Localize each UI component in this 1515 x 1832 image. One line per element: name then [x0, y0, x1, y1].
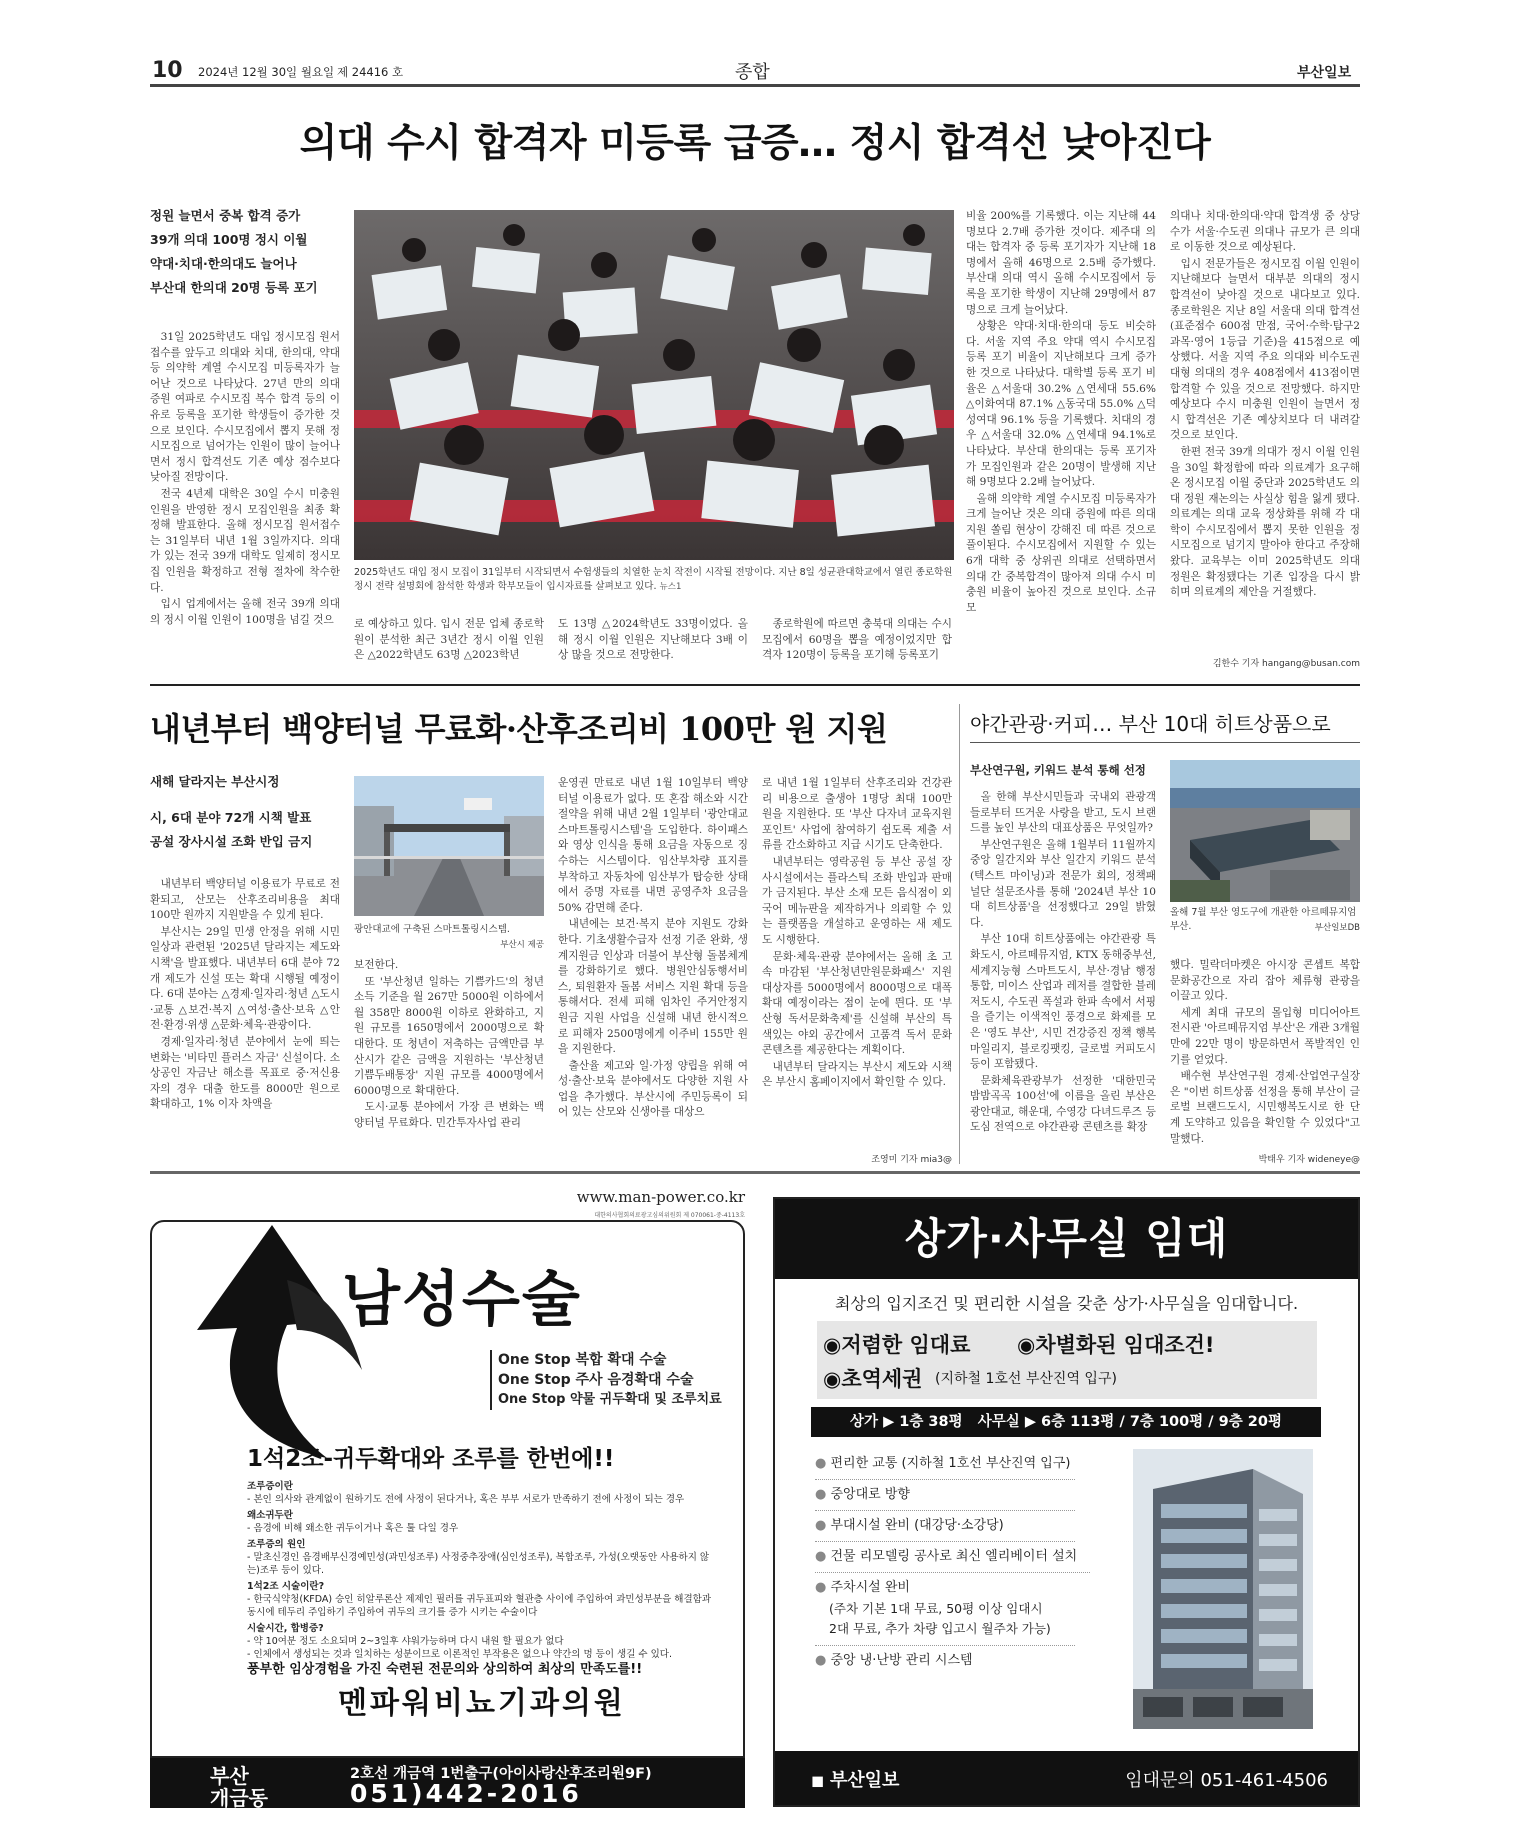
paragraph: 부산 10대 히트상품에는 야간관광 특화도시, 아르떼뮤지엄, KTX 동해중부선, 세계지능형 스마트도시, 부산·경남 행정통합, 미이스 산업과 레저를 결합한 블레저도시, 수도권 폭설과 한파 속에서 서핑을 즐기는 이색적인 풍경으로 화제를 모은 '영도 부산', 시민 건강증진 정책 행복마일리지, 블로킹팻킹, 글로벌 커피도시 등이 포함됐다. [970, 933, 1156, 1071]
paragraph: 도시·교통 분야에서 가장 큰 변화는 백양터널 무료화다. 민간투자사업 관리 [354, 1101, 544, 1129]
section-title: 종합 [735, 62, 770, 83]
paragraph: 또 '부산청년 일하는 기쁨카드'의 청년 소득 기준을 월 267만 5000원 이하에서 월 358만 8000원 이하로 완화하고, 지원 규모를 1650명에서 2000명으로 확대한다. 또 청년이 저축하는 금액만큼 부산시가 같은 금액을 지원하는 '부산청년 기쁨두배통장' 지원 규모를 4000명에서 6000명으로 확대한다. [354, 975, 544, 1097]
subhead: 새해 달라지는 부산시정 [150, 774, 280, 789]
subhead: 정원 늘면서 중복 합격 증가 [150, 208, 301, 223]
article1-subheads [150, 204, 340, 300]
ad-right-size-bar [811, 1407, 1321, 1437]
parking-note: 2대 무료, 추가 차량 입고시 월주차 가능) [815, 1619, 1075, 1646]
ad-right-contact[interactable]: 임대문의 051-461-4506 [1125, 1770, 1328, 1791]
paragraph: 내년부터는 영락공원 등 부산 공설 장사시설에서는 플라스틱 조화 반입과 판매가 금지된다. 부산 소재 모든 음식점이 외국어 메뉴판을 제작하거나 의뢰할 수 있는 플랫폼을 개설하고 운영하는 새 제도도 시행한다. [762, 855, 952, 946]
paragraph: 출산율 제고와 일·가정 양립을 위해 여성·출산·보육 분야에서도 다양한 지원 사업을 추가했다. 부산시에 주민등록이 되어 있는 산모와 신생아를 대상으 [558, 1059, 748, 1119]
qa-question: 1석2조 시술이란? [247, 1581, 325, 1592]
highlight-station-note: (지하철 1호선 부산진역 입구) [935, 1371, 1117, 1387]
section-rule-1 [150, 684, 1360, 686]
article1-col3 [558, 617, 748, 667]
masthead-rule [150, 84, 1360, 87]
article3-subhead: 부산연구원, 키워드 분석 통해 선정 [970, 763, 1146, 777]
article1-col5 [966, 209, 1156, 669]
paragraph: 세계 최대 규모의 몰입형 미디어아트 전시관 '아르떼뮤지엄 부산'은 개관 3개월 만에 22만 명이 방문하면서 폭발적인 인기를 얻었다. [1170, 1006, 1360, 1066]
feature-text: 주차시설 완비 [830, 1580, 910, 1595]
paragraph: 종로학원에 따르면 충북대 의대는 수시모집에서 60명을 뽑을 예정이었지만 합격자 120명이 등록을 포기해 등록포기 [762, 618, 952, 662]
ad-left-services [490, 1350, 722, 1410]
parking-note: (주차 기본 1대 무료, 50평 이상 임대시 [829, 1601, 1043, 1616]
paragraph: 부산시는 29일 민생 안정을 위해 시민 일상과 관련된 '2025년 달라지는 제도와 시책'을 발표했다. 내년부터 6대 분야 72개 제도가 신설 또는 확대 시행될 예정이다. 6대 분야는 △경제·일자리·청년 △도시·교통 △보건·복지 △여성·출산·보육 △안전·환경·위생 △문화·체육·관광이다. [150, 925, 340, 1032]
feature-item [815, 1480, 1075, 1511]
paragraph: 입시 업계에서는 올해 전국 39개 의대의 정시 이월 인원이 100명을 넘길 것으 [150, 598, 340, 626]
article2-col3 [558, 776, 748, 1165]
subhead: 39개 의대 100명 정시 이월 [150, 232, 308, 247]
paragraph: 입시 전문가들은 정시모집 이월 인원이 지난해보다 늘면서 대부분 의대의 정시 합격선이 낮아질 것으로 내다보고 있다. 종로학원은 지난 8일 서울대 의대 합격선(표준점수 600점 만점, 국어·수학·탐구2과목·영어 1등급 기준)을 415점으로 예상했다. 서울 지역 주요 의대와 비수도권 대형 의대의 경우 408점에서 413점이면 합격할 수 있을 것으로 전망했다. 하지만 예상보다 수시 미충원 인원이 늘면서 정시 합격선은 기존 예상치보다 더 내려갈 것으로 보인다. [1170, 257, 1360, 442]
brush-stroke-icon [177, 1220, 367, 1460]
caption-text: 2025학년도 대입 정시 모집이 31일부터 시작되면서 수험생들의 치열한 눈치 작전이 시작될 전망이다. 지난 8일 성균관대학교에서 열린 종로학원 정시 전략 설명회에 참석한 학생과 학부모들이 입시자료를 살펴보고 있다. [354, 567, 953, 592]
section-rule-2 [150, 1171, 1360, 1174]
article3-col2 [1170, 958, 1360, 1148]
ad-right-title-bar [775, 1199, 1358, 1279]
article3-headline: 야간관광·커피… 부산 10대 히트상품으로 [970, 712, 1331, 736]
ad-left-footer [150, 1758, 745, 1808]
article2-photo-caption: 광안대교에 구축된 스마트톨링시스템. [354, 924, 510, 935]
qa-question: 왜소귀두란 [247, 1510, 293, 1521]
article2-col2 [354, 958, 544, 1165]
qa-answer: - 본인 의사와 관계없이 원하기도 전에 사정이 된다거나, 혹은 부부 서로가 만족하기 전에 사정이 되는 경우 [247, 1494, 685, 1505]
ad-right-features [815, 1449, 1078, 1676]
ad-left-location-1: 부산 [210, 1764, 249, 1788]
article2-photo [354, 776, 544, 916]
paragraph: 배수현 부산연구원 경제·산업연구실장은 "이번 히트상품 선정을 통해 부산이 글로벌 브랜드도시, 시민행복도시로 한 단계 도약하고 있음을 확인할 수 있었다"고 말했다. [1170, 1070, 1360, 1145]
logo-text: 부산일보 [829, 1770, 900, 1791]
ad-right-title: 상가·사무실 임대 [904, 1214, 1229, 1263]
paragraph: 올 한해 부산시민들과 국내외 관광객들로부터 뜨거운 사랑을 받고, 도시 브랜드를 높인 부산의 대표상품은 무엇일까? [970, 791, 1156, 835]
ad-left-clinic: 멘파워비뇨기과의원 [338, 1686, 626, 1721]
subhead: 공설 장사시설 조화 반입 금지 [150, 834, 313, 849]
article1-photo [354, 210, 954, 560]
ad-right-footer [775, 1751, 1358, 1805]
feature-text: 편리한 교통 (지하철 1호선 부산진역 입구) [830, 1456, 1071, 1471]
subhead: 약대·치대·한의대도 늘어나 [150, 256, 297, 271]
qa-answer: - 음경에 비해 왜소한 귀두이거나 혹은 툴 다일 경우 [247, 1523, 459, 1534]
highlight-low-rent: ◉저렴한 임대료 [823, 1333, 971, 1357]
building-image [1133, 1449, 1313, 1729]
article3-byline: 박태우 기자 wideneye@ [1258, 1155, 1360, 1165]
paragraph: 문화체육관광부가 선정한 '대한민국 밤밤곡곡 100선'에 이름을 올린 부산은 광안대교, 해운대, 수영강 다녀드루즈 등 도심 전역으로 야간관광 콘텐츠를 확장 [970, 1074, 1156, 1134]
bullet-icon: ● [815, 1456, 831, 1471]
office-building-image [1133, 1449, 1313, 1729]
qa-question: 시술시간, 합병증? [247, 1623, 324, 1634]
feature-item [815, 1542, 1090, 1573]
qa-question: 조루증이란 [247, 1481, 293, 1492]
article3-photo [1170, 760, 1360, 902]
feature-text: 부대시설 완비 (대강당·소강당) [830, 1518, 1004, 1533]
article3-photo-credit: 부산일보DB [1314, 923, 1360, 933]
paragraph: 의대나 치대·한의대·약대 합격생 중 상당수가 서울·수도권 의대나 규모가 큰 의대로 이동한 것으로 예상된다. [1170, 210, 1360, 254]
page-number: 10 [152, 58, 183, 83]
ad-left-location-2: 개금동 [210, 1786, 268, 1810]
highlight-conditions: ◉차별화된 임대조건! [1017, 1333, 1215, 1357]
busan-ilbo-logo [811, 1766, 899, 1792]
logo-mark-icon: ◼ [811, 1771, 830, 1790]
feature-item [815, 1511, 1075, 1542]
paragraph: 문화·체육·관광 분야에서는 올해 초 고속 마감된 '부산청년만원문화패스' 지원 대상자를 5000명에서 8000명으로 대폭 확대 예정이라는 점이 눈에 띈다. 또 '부산형 독서문화축제'를 신설해 부산의 특색있는 야외 공간에서 고품격 독서 문화 콘텐츠를 제공한다는 계획이다. [762, 950, 952, 1057]
bullet-icon: ● [815, 1653, 831, 1668]
photo-credit: 뉴스1 [659, 582, 682, 592]
paragraph: 운영권 만료로 내년 1월 10일부터 백양터널 이용료가 없다. 또 혼잡 해소와 시간 절약을 위해 내년 2월 1일부터 '광안대교 스마트톨링시스템'을 도입한다. 하이패스와 영상 인식을 통해 요금을 자동으로 징수하는 시스템이다. 임산부차량 표지를 부착하고 자동차에 임산부가 탑승한 상태에서 증명 자료를 내면 공영주차 요금을 50% 감면해 준다. [558, 777, 748, 914]
exam-hall-crowd-image [354, 210, 954, 560]
article2-subheads [150, 770, 340, 854]
paragraph: 내년에는 보건·복지 분야 지원도 강화한다. 기초생활수급자 선정 기준 완화, 생계지원금 인상과 더불어 부산형 돌봄체계를 강화하기로 했다. 병원안심동행서비스, 퇴원환자 돌봄 서비스 지원 확대 등을 통해서다. 전세 피해 임차인 주거안정지원금 지원 사업을 신설해 내년 한시적으로 피해자 2500명에게 이주비 155만 원을 지원한다. [558, 918, 748, 1056]
ad-left-phone[interactable]: 051)442-2016 [350, 1779, 582, 1808]
article3-photo-caption: 올해 7월 부산 영도구에 개관한 아르떼뮤지엄 부산. [1170, 907, 1357, 932]
article1-byline: 김한수 기자 hangang@busan.com [1212, 659, 1360, 669]
qa-answer: - 말초신경인 음경배부신경예민성(과민성조루) 사정중추장애(심인성조루), 복합조루, 가성(오랫동안 사용하지 않는)조루 등이 있다. [247, 1552, 710, 1576]
article1-photo-caption [354, 566, 954, 594]
paragraph: 올해 의약학 계열 수시모집 미등록자가 크게 늘어난 것은 의대 증원에 따른 의대 지원 쏠림 현상이 강해진 데 따른 것으로 풀이된다. 수시모집에서 지원할 수 있는 6개 대학 중 상위권 의대로 선택하면서 의대 간 중복합격이 많아져 의대 수시 미충원 비율이 높아진 것으로 보인다. 소규모 [966, 492, 1156, 614]
subhead: 시, 6대 분야 72개 시책 발표 [150, 810, 312, 825]
bullet-icon: ● [815, 1487, 831, 1502]
issue-date: 2024년 12월 30일 월요일 [198, 65, 335, 79]
ad-left-address: 2호선 개금역 1번출구(아이사랑산후조리원9F) [350, 1766, 652, 1782]
service-item: One Stop 주사 음경확대 수술 [498, 1372, 694, 1388]
article2-photo-credit: 부산시 제공 [500, 940, 544, 950]
qa-answer: - 약 10여분 정도 소요되며 2~3일후 샤워가능하며 다시 내원 할 필요가 없다 - 인체에서 생성되는 것과 일치하는 성분이므로 이론적인 부작용은 없으나 약간의 멍 등이 생길 수 있다. [247, 1636, 672, 1660]
paragraph: 비율 200%를 기록했다. 이는 지난해 44명보다 2.7배 증가한 것이다. 제주대 의대는 합격자 중 등록 포기자가 지난해 18명에서 올해 46명으로 2.5배 증가했다. 부산대 의대 역시 올해 수시모집에서 등록을 포기한 학생이 지난해 29명에서 87명으로 크게 늘어났다. [966, 210, 1156, 316]
qa-question: 조루증의 원인 [247, 1539, 306, 1550]
paragraph: 내년부터 백양터널 이용료가 무료로 전환되고, 산모는 산후조리비용을 최대 100만 원까지 지원받을 수 있게 된다. [150, 878, 340, 922]
article1-headline: 의대 수시 합격자 미등록 급증… 정시 합격선 낮아진다 [299, 121, 1211, 166]
service-item: One Stop 복합 확대 수술 [498, 1352, 667, 1368]
article2-headline: 내년부터 백양터널 무료화·산후조리비 100만 원 지원 [150, 710, 888, 748]
article3-col1 [970, 790, 1156, 1165]
paragraph: 상황은 약대·치대·한의대 등도 비슷하다. 서울 지역 주요 약대 역시 수시모집 등록 포기 비율이 지난해보다 크게 증가한 것으로 나타났다. 대학별 등록 포기 비율은 △서울대 30.2% △연세대 55.6% △이화여대 87.1% △동국대 55.0% △덕성여대 96.1% 등을 기록했다. 치대의 경우 △서울대 32.0% △연세대 94.1%로 나타났다. 부산대 한의대는 등록 포기자가 모집인원과 같은 20명이 발생해 지난해 9명보다 2.2배 늘어났다. [966, 320, 1156, 489]
bullet-icon: ● [815, 1518, 831, 1533]
feature-text: 중앙 냉·난방 관리 시스템 [830, 1653, 973, 1668]
size-bar-text: 상가 ▶ 1층 38평 사무실 ▶ 6층 113평 / 7층 100평 / 9층 20평 [850, 1414, 1282, 1430]
paragraph: 보전한다. [354, 959, 399, 971]
ad-left-tagline: 풍부한 임상경험을 가진 숙련된 전문의와 상의하여 최상의 만족도를!! [247, 1662, 643, 1677]
feature-text: 중앙대로 방향 [830, 1487, 910, 1502]
article1-col2 [354, 617, 544, 667]
ad-left-url[interactable]: www.man-power.co.kr [576, 1188, 745, 1206]
highlight-station: ◉초역세권 [823, 1367, 923, 1391]
paragraph: 부산연구원은 올해 1월부터 11월까지 중앙 일간지와 부산 일간지 키워드 분석(텍스트 마이닝)과 전문가 회의, 정책패널단 설문조사를 통해 '2024년 부산 10대 히트상품'을 선정했다고 29일 밝혔다. [970, 838, 1156, 929]
paragraph: 한편 전국 39개 의대가 정시 이월 인원을 30일 확정함에 따라 의료계가 요구해 온 정시모집 이월 중단과 2025학년도 의대 정원 재논의는 사실상 힘을 잃게 됐다. 의료계는 의대 교육 정상화를 위해 각 대학이 수시모집에서 뽑지 못한 인원을 정시모집으로 넘기지 말아야 한다고 주장해 왔다. 교육부는 이미 2025학년도 의대 정원은 확정됐다는 기존 입장을 다시 밝히며 의료계의 제안을 거절했다. [1170, 445, 1360, 599]
feature-item [815, 1573, 1075, 1599]
qa-answer: - 한국식약청(KFDA) 승인 히알루론산 제제인 필러를 귀두표피와 혈관층 사이에 주입하여 과민성부분을 해결함과 동시에 테두리 주입하기 주입하여 귀두의 크기를 증가 시키는 수술이다 [247, 1594, 712, 1618]
feature-item [815, 1449, 1075, 1480]
article2-byline: 조영미 기자 mia3@ [871, 1155, 952, 1165]
article2-col1 [150, 877, 340, 1165]
article1-col6 [1170, 209, 1360, 649]
paragraph: 경제·일자리·청년 분야에서 눈에 띄는 변화는 '비타민 플러스 자금' 신설이다. 소상공인 자금난 해소를 목표로 중·저신용자의 경우 대출 한도를 8000만 원으로 확대하고, 1% 이자 차액을 [150, 1035, 340, 1111]
ad-right-box [773, 1197, 1360, 1807]
feature-item [815, 1646, 1075, 1676]
ad-left-headline: 1석2조-귀두확대와 조루를 한번에!! [247, 1446, 615, 1472]
paper-name: 부산일보 [1297, 65, 1352, 81]
ad-left-title: 남성수술 [342, 1265, 582, 1335]
smart-tolling-gantry-image [354, 776, 544, 916]
article1-col1 [150, 330, 340, 670]
arte-museum-aerial-image [1170, 760, 1360, 902]
ad-left-qa [247, 1480, 717, 1661]
bullet-icon: ● [815, 1549, 831, 1564]
article2-col4 [762, 776, 952, 1150]
subhead: 부산대 한의대 20명 등록 포기 [150, 280, 318, 295]
column-divider [959, 704, 960, 1164]
feature-text: 건물 리모델링 공사로 최신 엘리베이터 설치 [830, 1549, 1078, 1564]
article1-col4 [762, 617, 952, 667]
paragraph: 했다. 밀락더마켓은 아시장 콘셉트 복합문화공간으로 자리 잡아 체류형 관광을 이끌고 있다. [1170, 959, 1360, 1003]
issue-number: 제 24416 호 [337, 65, 404, 79]
paragraph: 도 13명 △2024학년도 33명이었다. 올해 정시 이월 인원은 지난해보다 3배 이상 많을 것으로 전망한다. [558, 618, 748, 662]
paragraph: 로 내년 1월 1일부터 산후조리와 건강관리 비용으로 출생아 1명당 최대 100만 원을 지원한다. 또 '부산 다자녀 교육지원포인트' 사업에 참여하기 쉽도록 제출 서류를 간소화하고 지급 시기도 단축한다. [762, 777, 952, 852]
ad-right-highlight-box [817, 1321, 1317, 1399]
paragraph: 31일 2025학년도 대입 정시모집 원서 접수를 앞두고 의대와 치대, 한의대, 약대 등 의약학 계열 수시모집 미등록자가 늘어난 것으로 나타났다. 27년 만의 의대 증원 여파로 수시모집 복수 합격 등의 이유로 등록을 포기한 학생들이 증가한 것으로 보인다. 수시모집에서 뽑지 못해 정시모집으로 넘어가는 인원이 많이 늘어나면서 정시 합격선도 기존 예상 점수보다 낮아질 전망이다. [150, 331, 340, 484]
article3-headline-rule [970, 742, 1360, 743]
paragraph: 로 예상하고 있다. 입시 전문 업체 종로학원이 분석한 최근 3년간 정시 이월 인원은 △2022학년도 63명 △2023학년 [354, 618, 544, 662]
service-item: One Stop 약물 귀두확대 및 조루치료 [498, 1392, 722, 1407]
ad-right-tagline: 최상의 입지조건 및 편리한 시설을 갖춘 상가·사무실을 임대합니다. [834, 1294, 1299, 1313]
ad-left-url-note: 대한의사협회의료광고심의위원회 제 070061-중-4113호 [594, 1212, 745, 1219]
ad-left-box [150, 1220, 745, 1758]
paragraph: 전국 4년제 대학은 30일 수시 미충원 인원을 반영한 정시 모집인원을 최종 확정해 발표한다. 올해 정시모집 원서접수는 31일부터 내년 1월 3일까지다. 의대가 있는 전국 39개 대학도 일제히 정시모집 인원을 확정하고 전형 절차에 착수한다. [150, 487, 340, 594]
paragraph: 내년부터 달라지는 부산시 제도와 시책은 부산시 홈페이지에서 확인할 수 있다. [762, 1060, 952, 1089]
bullet-icon: ● [815, 1580, 831, 1595]
